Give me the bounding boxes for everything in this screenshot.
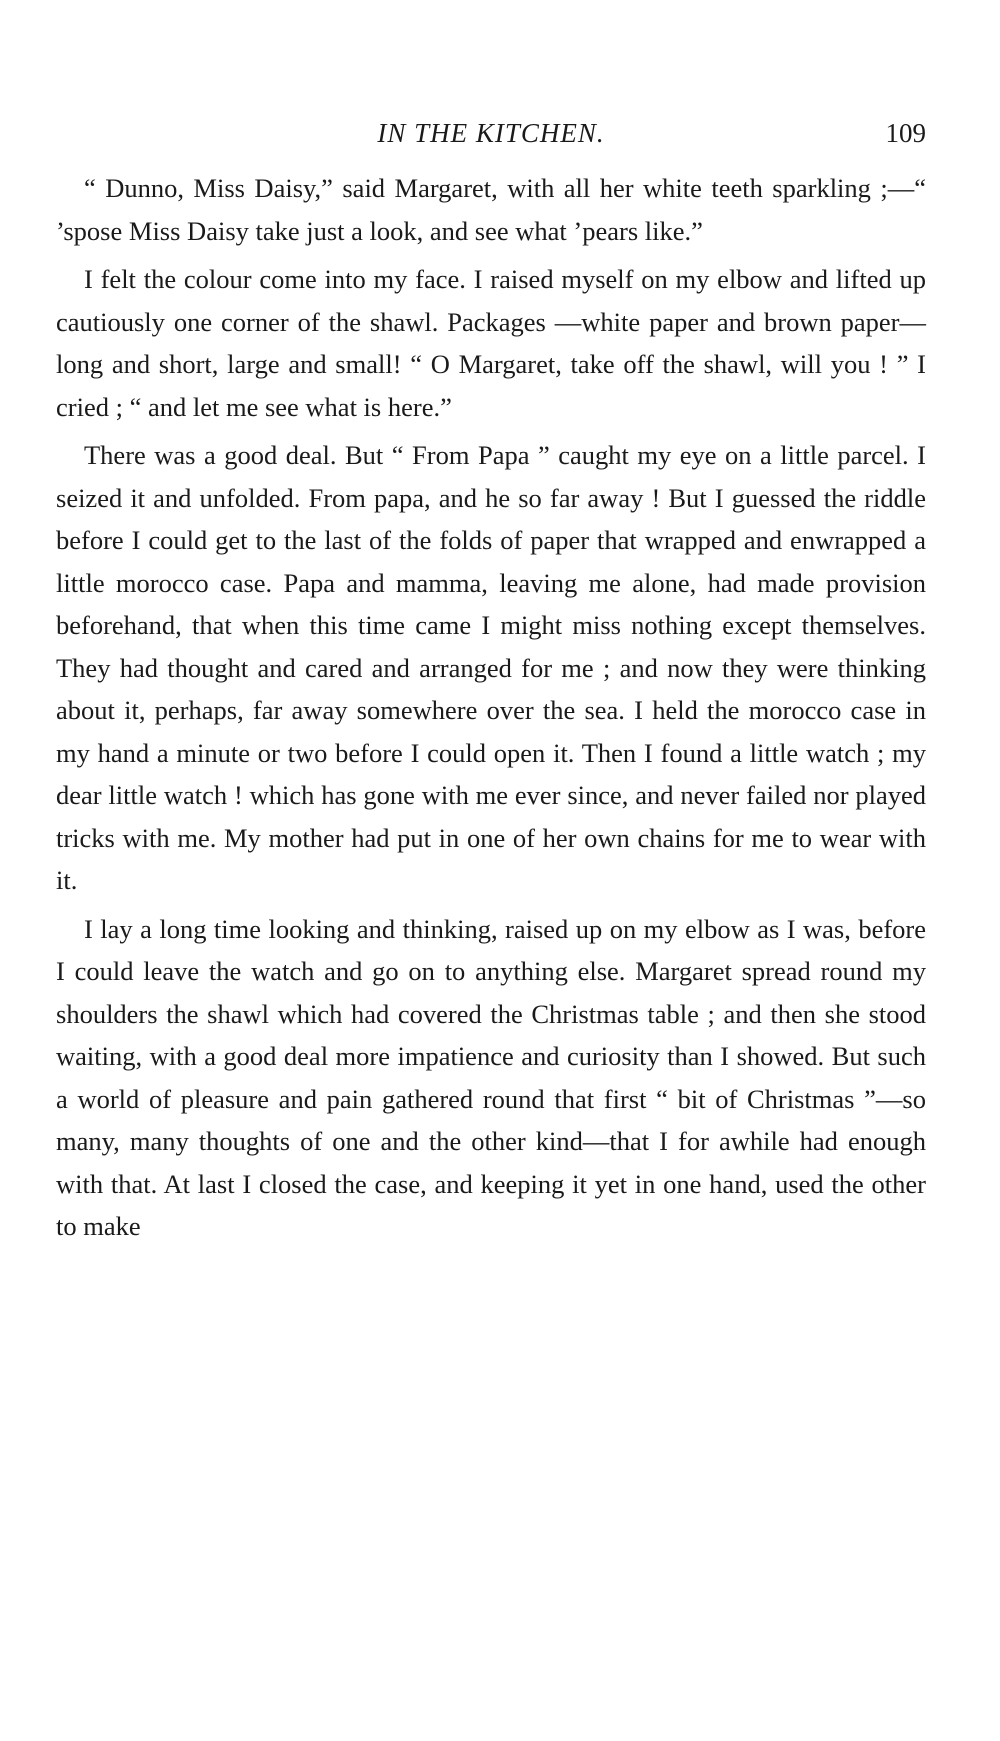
paragraph-1: “ Dunno, Miss Daisy,” said Margaret, with all her white teeth sparkling ;—“ ’spose Miss Daisy take just a look, and see what ’pears like.” (56, 173, 926, 246)
paragraph-2: I felt the colour come into my face. I raised myself on my elbow and lifted up cautiously one corner of the shawl. Packages —white paper and brown paper—long and short, large and small! “ O Margaret, take off the shawl, will you ! ” I cried ; “ and let me see what is here.” (56, 264, 926, 422)
body-text (56, 167, 926, 1254)
chapter-title: IN THE KITCHEN. (377, 118, 605, 148)
paragraph-3: There was a good deal. But “ From Papa ” caught my eye on a little parcel. I seized it and unfolded. From papa, and he so far away ! But I guessed the riddle before I could get to the last of the folds of paper that wrapped and enwrapped a little morocco case. Papa and mamma, leaving me alone, had made provision beforehand, that when this time came I might miss nothing except themselves. They had thought and cared and arranged for me ; and now they were thinking about it, perhaps, far away somewhere over the sea. I held the morocco case in my hand a minute or two before I could open it. Then I found a little watch ; my dear little watch ! which has gone with me ever since, and never failed nor played tricks with me. My mother had put in one of her own chains for me to wear with it. (56, 440, 926, 895)
running-head (56, 118, 926, 158)
paragraph-4: I lay a long time looking and thinking, raised up on my elbow as I was, before I could leave the watch and go on to anything else. Margaret spread round my shoulders the shawl which had covered the Christmas table ; and then she stood waiting, with a good deal more impatience and curiosity than I showed. But such a world of pleasure and pain gathered round that first “ bit of Christmas ”—so many, many thoughts of one and the other kind—that I for awhile had enough with that. At last I closed the case, and keeping it yet in one hand, used the other to make (56, 913, 926, 1241)
page-number: 109 (885, 118, 926, 148)
